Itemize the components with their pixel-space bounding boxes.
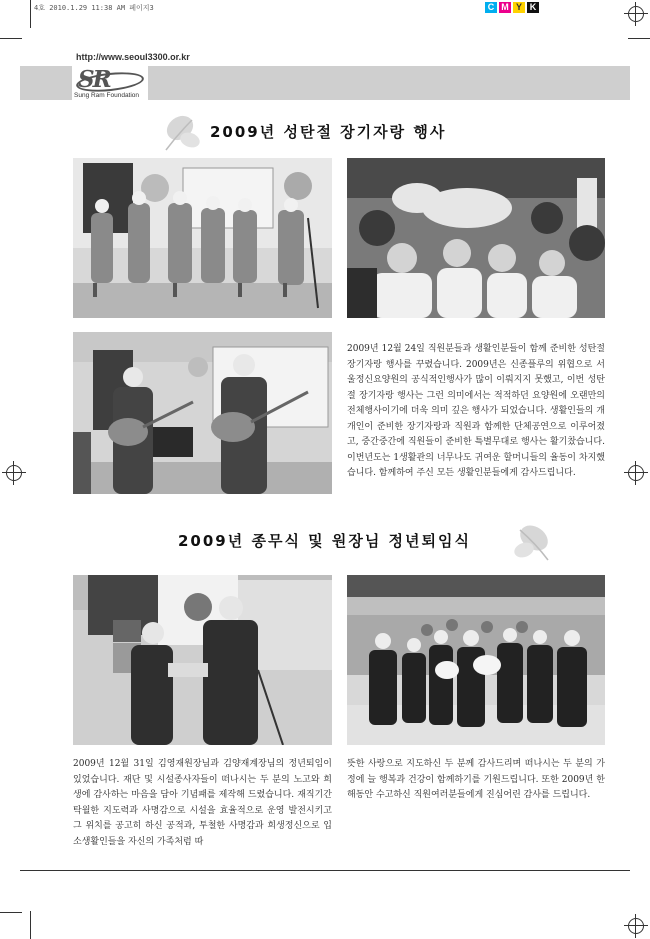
crop-mark — [0, 38, 22, 39]
foundation-logo — [72, 66, 148, 102]
registration-mark-icon — [6, 465, 22, 481]
crop-mark — [30, 911, 31, 939]
cmyk-c: C — [485, 2, 497, 13]
site-url: http://www.seoul3300.or.kr — [76, 52, 190, 62]
audience-photo — [347, 158, 605, 318]
award-ceremony-photo — [73, 575, 332, 745]
guitar-duo-photo — [73, 332, 332, 494]
registration-mark-icon — [628, 918, 644, 934]
footer-rule — [20, 870, 630, 871]
logo-subtitle: Sung Ram Foundation — [74, 92, 140, 99]
cmyk-y: Y — [513, 2, 525, 13]
cmyk-color-bar — [485, 2, 539, 13]
retirement-article-text-right: 뜻한 사랑으로 지도하신 두 분께 감사드리며 떠나시는 두 분의 가정에 늘 행복과 건강이 함께하기를 기원드립니다. 또한 2009년 한해동안 수고하신 직원여러분들에게 진심어린 감사를 드립니다. — [347, 759, 605, 800]
logo-mark: SR — [78, 66, 110, 93]
christmas-performers-photo — [73, 158, 332, 318]
christmas-article-text: 2009년 12월 24일 직원분들과 생활인분들이 함께 준비한 성탄절 장기자랑 행사를 꾸렸습니다. 2009년은 신종플루의 위협으로 서울정신요양원의 공식적인행사가 많이 이뤄지지 못했고, 이번 성탄절 장기자랑 행사는 그런 의미에서는 적적하던 요양원에 오랜만의 전체행사이기에 더욱 의미 깊은 행사가 되었습니다. 생활인들의 개개인이 준비한 장기자랑과 직원과 함께한 단체공연으로 이루어졌고, 중간중간에 직원들이 준비한 특별무대로 행사는 활기찼습니다. 이번년도는 1생활관의 너무나도 귀여운 할머니들의 율동이 차지했습니다. 함께하여 주신 모든 생활인분들에게 감사드립니다. — [347, 344, 605, 478]
print-info: 4호 2010.1.29 11:38 AM 페이지3 — [34, 4, 154, 12]
section-title-christmas: 2009년 성탄절 장기자랑 행사 — [210, 123, 447, 141]
crop-mark — [30, 0, 31, 28]
registration-mark-icon — [628, 465, 644, 481]
crop-mark — [628, 38, 650, 39]
cmyk-m: M — [499, 2, 511, 13]
cmyk-k: K — [527, 2, 539, 13]
leaf-icon — [158, 110, 204, 154]
leaf-icon — [508, 520, 556, 564]
registration-mark-icon — [628, 6, 644, 22]
crop-mark — [0, 912, 22, 913]
section-title-retirement: 2009년 종무식 및 원장님 정년퇴임식 — [178, 532, 472, 550]
retirement-article-text-left: 2009년 12월 31일 김영재원장님과 김양재계장님의 정년퇴임이 있었습니다. 재단 및 시설종사자들이 떠나시는 두 분의 노고와 희생에 감사하는 마음을 담아 기념패를 제작해 드렸습니다. 재직기간 탁월한 지도력과 사명감으로 시설을 효율적으로 운영 발전시키고 그 위치를 공고히 하신 공적과, 투철한 사명감과 희생정신으로 입소생활인들을 자신의 가족처럼 따 — [73, 759, 332, 847]
group-photo — [347, 575, 605, 745]
